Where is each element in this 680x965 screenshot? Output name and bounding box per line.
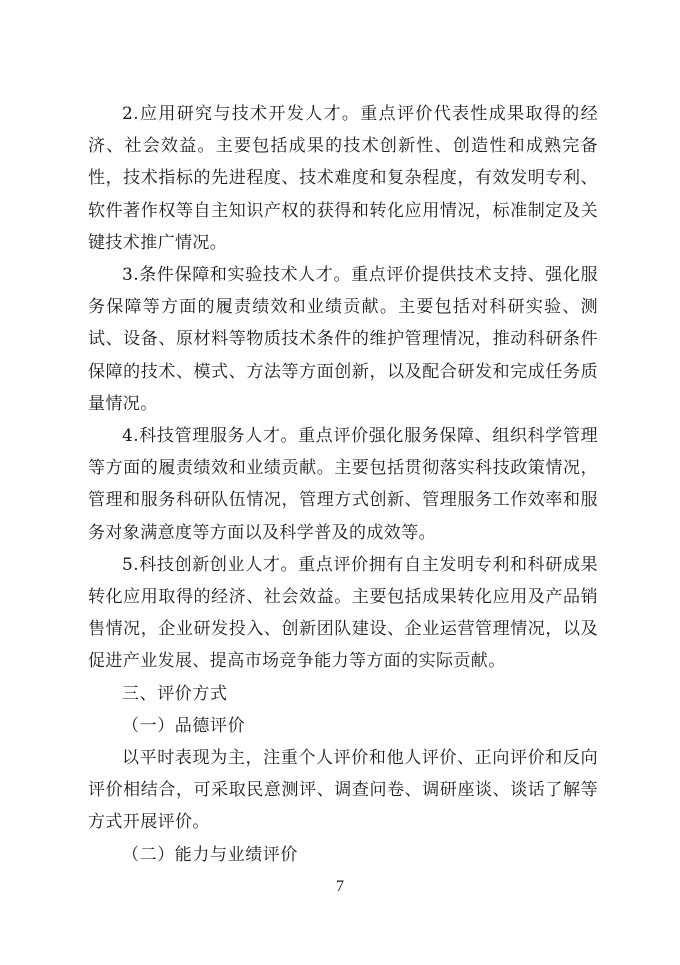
subheading-ability-performance-evaluation: （二）能力与业绩评价 — [122, 844, 298, 865]
page-body — [88, 98, 598, 871]
page-number: 7 — [336, 878, 344, 895]
paragraph-management-service-talent: 4.科技管理服务人才。重点评价强化服务保障、组织科学管理等方面的履责绩效和业绩贡献。主要包括贯彻落实科技政策情况，管理和服务科研队伍情况，管理方式创新、管理服务工作效率和服务对象满意度等方面以及科学普及的成效等。 — [88, 426, 598, 543]
subheading-moral-evaluation: （一）品德评价 — [122, 715, 246, 736]
paragraph-applied-research-talent: 2.应用研究与技术开发人才。重点评价代表性成果取得的经济、社会效益。主要包括成果的技术创新性、创造性和成熟完备性，技术指标的先进程度、技术难度和复杂程度，有效发明专利、软件著作权等自主知识产权的获得和转化应用情况，标准制定及关键技术推广情况。 — [88, 104, 598, 253]
section-heading-evaluation-method: 三、评价方式 — [122, 683, 228, 704]
paragraph-innovation-entrepreneur-talent: 5.科技创新创业人才。重点评价拥有自主发明专利和科研成果转化应用取得的经济、社会效益。主要包括成果转化应用及产品销售情况，企业研发投入、创新团队建设、企业运营管理情况，以及促进产业发展、提高市场竞争能力等方面的实际贡献。 — [88, 554, 598, 672]
paragraph-moral-evaluation: 以平时表现为主，注重个人评价和他人评价、正向评价和反向评价相结合，可采取民意测评、调查问卷、调研座谈、谈话了解等方式开展评价。 — [88, 748, 598, 833]
paragraph-support-technical-talent: 3.条件保障和实验技术人才。重点评价提供技术支持、强化服务保障等方面的履责绩效和业绩贡献。主要包括对科研实验、测试、设备、原材料等物质技术条件的维护管理情况，推动科研条件保障的技术、模式、方法等方面创新，以及配合研发和完成任务质量情况。 — [88, 265, 598, 414]
